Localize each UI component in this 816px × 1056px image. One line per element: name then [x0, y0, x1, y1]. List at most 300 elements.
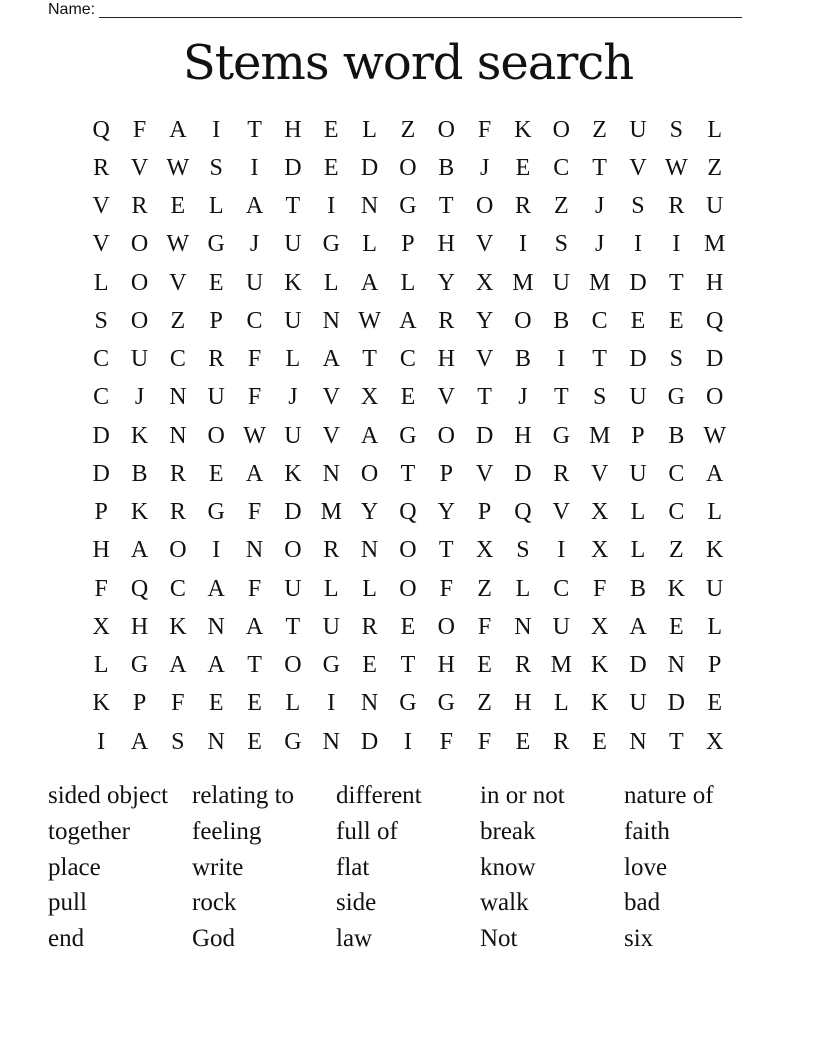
grid-letter: D: [475, 422, 494, 449]
grid-row: [82, 264, 734, 302]
grid-letter: N: [207, 728, 225, 755]
grid-letter: T: [438, 537, 454, 564]
grid-letter: T: [247, 652, 262, 679]
grid-letter: L: [400, 269, 416, 296]
grid-letter: C: [169, 346, 186, 373]
grid-letter: L: [707, 613, 722, 640]
grid-letter: A: [399, 307, 417, 334]
grid-letter: K: [284, 269, 302, 296]
word-list-item: walk: [480, 889, 529, 917]
grid-letter: F: [247, 499, 262, 526]
grid-letter: T: [668, 269, 684, 296]
grid-letter: V: [552, 499, 570, 526]
word-list-item: write: [192, 853, 244, 881]
grid-letter: F: [247, 575, 262, 602]
grid-letter: W: [166, 231, 190, 258]
grid-letter: D: [284, 499, 302, 526]
grid-letter: R: [208, 346, 225, 373]
grid-letter: F: [477, 116, 492, 143]
grid-letter: N: [667, 652, 685, 679]
grid-letter: O: [130, 307, 149, 334]
grid-letter: V: [169, 269, 187, 296]
grid-letter: W: [166, 154, 190, 181]
grid-letter: P: [209, 307, 223, 334]
grid-letter: O: [399, 154, 417, 181]
grid-row: [82, 685, 734, 723]
word-list-item: break: [480, 817, 536, 845]
grid-letter: E: [208, 460, 224, 487]
grid-row: [82, 341, 734, 379]
grid-letter: X: [360, 384, 379, 411]
grid-letter: E: [247, 728, 262, 755]
grid-row: [82, 111, 734, 149]
grid-letter: Y: [437, 269, 455, 296]
grid-letter: U: [207, 384, 225, 411]
grid-row: [82, 494, 734, 532]
grid-letter: L: [93, 269, 109, 296]
grid-letter: G: [130, 652, 149, 679]
grid-row: [82, 302, 734, 340]
grid-letter: I: [633, 231, 642, 258]
grid-letter: N: [207, 613, 225, 640]
name-field: [48, 0, 742, 18]
grid-row: [82, 647, 734, 685]
grid-letter: L: [630, 537, 646, 564]
grid-letter: K: [284, 460, 302, 487]
grid-letter: N: [322, 460, 340, 487]
grid-letter: J: [288, 384, 298, 411]
grid-row: [82, 570, 734, 608]
grid-letter: S: [592, 384, 607, 411]
grid-letter: E: [323, 116, 339, 143]
grid-letter: G: [552, 422, 570, 449]
word-list-item: place: [48, 853, 101, 881]
grid-letter: L: [285, 690, 301, 717]
grid-letter: G: [322, 231, 340, 258]
grid-letter: R: [323, 537, 340, 564]
grid-letter: M: [588, 422, 611, 449]
grid-letter: D: [360, 728, 379, 755]
grid-letter: Z: [477, 690, 492, 717]
grid-letter: F: [592, 575, 607, 602]
grid-letter: Y: [475, 307, 494, 334]
word-list-item: love: [624, 853, 668, 881]
grid-letter: N: [245, 537, 264, 564]
grid-letter: L: [362, 116, 377, 143]
word-list-item: full of: [336, 817, 398, 845]
grid-letter: Y: [360, 499, 379, 526]
grid-letter: A: [706, 460, 724, 487]
grid-letter: H: [706, 269, 724, 296]
grid-letter: O: [284, 652, 302, 679]
grid-letter: T: [592, 346, 607, 373]
grid-letter: T: [592, 154, 607, 181]
grid-letter: R: [169, 460, 186, 487]
letter-grid: [82, 111, 734, 761]
grid-letter: O: [130, 269, 149, 296]
grid-letter: K: [130, 499, 149, 526]
grid-letter: U: [130, 346, 149, 373]
grid-letter: R: [514, 193, 531, 220]
grid-letter: V: [322, 422, 340, 449]
grid-letter: B: [438, 154, 455, 181]
grid-letter: N: [514, 613, 532, 640]
grid-letter: S: [669, 116, 683, 143]
grid-letter: T: [553, 384, 569, 411]
word-list-item: God: [192, 925, 236, 953]
grid-letter: U: [706, 575, 724, 602]
grid-letter: L: [362, 575, 377, 602]
grid-letter: T: [438, 193, 454, 220]
grid-letter: Z: [668, 537, 684, 564]
grid-letter: I: [557, 537, 566, 564]
grid-letter: L: [515, 575, 531, 602]
grid-letter: X: [475, 269, 494, 296]
grid-letter: P: [132, 690, 147, 717]
grid-letter: B: [514, 346, 531, 373]
grid-letter: A: [322, 346, 340, 373]
grid-letter: Z: [170, 307, 186, 334]
grid-letter: K: [590, 652, 609, 679]
word-list-item: rock: [192, 889, 237, 917]
grid-letter: H: [437, 652, 455, 679]
grid-letter: P: [401, 231, 415, 258]
grid-letter: R: [553, 728, 570, 755]
grid-letter: D: [284, 154, 302, 181]
grid-letter: S: [209, 154, 223, 181]
grid-letter: E: [247, 690, 262, 717]
grid-letter: K: [92, 690, 110, 717]
grid-letter: B: [668, 422, 685, 449]
grid-letter: O: [169, 537, 187, 564]
grid-letter: S: [631, 193, 645, 220]
grid-letter: Z: [477, 575, 492, 602]
grid-letter: F: [247, 346, 262, 373]
grid-letter: O: [437, 422, 455, 449]
grid-letter: O: [475, 193, 494, 220]
grid-letter: K: [667, 575, 685, 602]
grid-letter: F: [247, 384, 262, 411]
grid-letter: J: [594, 231, 605, 258]
grid-letter: F: [477, 613, 492, 640]
name-blank-line: [99, 2, 742, 18]
grid-letter: T: [285, 613, 301, 640]
grid-letter: O: [207, 422, 225, 449]
grid-row: [82, 379, 734, 417]
grid-letter: L: [630, 499, 646, 526]
grid-letter: A: [169, 652, 187, 679]
grid-letter: F: [477, 728, 492, 755]
grid-letter: Z: [592, 116, 607, 143]
grid-letter: C: [93, 346, 110, 373]
word-list-item: six: [624, 925, 654, 953]
grid-letter: T: [400, 652, 416, 679]
grid-letter: V: [475, 346, 494, 373]
grid-row: [82, 455, 734, 493]
grid-letter: G: [284, 728, 302, 755]
grid-letter: E: [170, 193, 186, 220]
grid-letter: I: [557, 346, 566, 373]
grid-letter: E: [668, 613, 684, 640]
grid-letter: V: [475, 231, 494, 258]
grid-letter: G: [399, 690, 417, 717]
grid-letter: E: [208, 269, 224, 296]
grid-letter: I: [518, 231, 527, 258]
grid-letter: R: [514, 652, 531, 679]
grid-letter: C: [668, 460, 685, 487]
grid-letter: U: [284, 307, 302, 334]
grid-letter: K: [706, 537, 724, 564]
grid-letter: G: [667, 384, 685, 411]
grid-letter: F: [439, 575, 453, 602]
grid-letter: A: [245, 193, 264, 220]
grid-letter: Q: [399, 499, 417, 526]
grid-letter: V: [590, 460, 609, 487]
grid-letter: L: [707, 499, 722, 526]
grid-letter: O: [437, 116, 455, 143]
grid-letter: C: [93, 384, 110, 411]
grid-letter: U: [245, 269, 264, 296]
grid-letter: U: [629, 460, 647, 487]
grid-letter: I: [212, 537, 221, 564]
grid-letter: W: [358, 307, 381, 334]
grid-letter: I: [212, 116, 221, 143]
grid-letter: U: [284, 422, 302, 449]
grid-letter: E: [400, 384, 416, 411]
grid-letter: E: [668, 307, 684, 334]
grid-letter: U: [284, 575, 302, 602]
grid-row: [82, 532, 734, 570]
grid-letter: C: [399, 346, 416, 373]
grid-letter: D: [92, 422, 110, 449]
grid-letter: G: [322, 652, 340, 679]
grid-row: [82, 149, 734, 187]
grid-letter: E: [323, 154, 339, 181]
grid-letter: G: [207, 499, 225, 526]
grid-letter: A: [207, 575, 225, 602]
grid-letter: V: [130, 154, 149, 181]
grid-letter: U: [629, 690, 647, 717]
grid-letter: T: [362, 346, 377, 373]
grid-letter: S: [516, 537, 530, 564]
grid-letter: U: [552, 613, 570, 640]
grid-letter: A: [360, 422, 379, 449]
word-list-item: sided object: [48, 782, 169, 809]
grid-letter: S: [669, 346, 683, 373]
grid-letter: B: [629, 575, 646, 602]
grid-letter: K: [590, 690, 609, 717]
grid-letter: M: [704, 231, 726, 258]
grid-letter: I: [97, 728, 106, 755]
grid-letter: J: [134, 384, 145, 411]
grid-letter: N: [322, 728, 340, 755]
grid-letter: B: [131, 460, 148, 487]
grid-letter: O: [399, 537, 417, 564]
grid-letter: V: [92, 193, 110, 220]
grid-letter: G: [207, 231, 225, 258]
word-list-item: faith: [624, 817, 670, 845]
grid-letter: Z: [707, 154, 722, 181]
grid-letter: L: [323, 269, 339, 296]
grid-letter: P: [477, 499, 492, 526]
grid-letter: A: [629, 613, 647, 640]
grid-letter: W: [243, 422, 266, 449]
grid-letter: C: [246, 307, 263, 334]
grid-letter: L: [707, 116, 722, 143]
grid-letter: N: [322, 307, 340, 334]
grid-letter: N: [360, 193, 379, 220]
grid-letter: O: [130, 231, 149, 258]
grid-letter: K: [169, 613, 187, 640]
grid-letter: M: [320, 499, 342, 526]
grid-letter: I: [403, 728, 412, 755]
grid-letter: C: [591, 307, 608, 334]
grid-letter: D: [360, 154, 379, 181]
grid-letter: P: [707, 652, 722, 679]
grid-letter: D: [629, 346, 647, 373]
grid-letter: V: [437, 384, 455, 411]
grid-letter: D: [706, 346, 724, 373]
grid-letter: A: [169, 116, 187, 143]
word-list-item: feeling: [192, 817, 262, 845]
grid-letter: T: [668, 728, 684, 755]
grid-letter: O: [284, 537, 302, 564]
grid-letter: F: [94, 575, 108, 602]
grid-letter: R: [169, 499, 186, 526]
grid-letter: P: [94, 499, 108, 526]
grid-letter: H: [437, 231, 455, 258]
grid-letter: H: [284, 116, 302, 143]
grid-letter: X: [590, 537, 609, 564]
grid-letter: X: [590, 499, 609, 526]
grid-letter: D: [514, 460, 532, 487]
grid-letter: S: [171, 728, 185, 755]
grid-letter: Q: [130, 575, 149, 602]
word-list-item: pull: [48, 889, 87, 917]
grid-letter: R: [131, 193, 148, 220]
grid-letter: E: [630, 307, 646, 334]
grid-letter: F: [132, 116, 147, 143]
grid-letter: O: [360, 460, 379, 487]
grid-letter: F: [439, 728, 453, 755]
word-list-item: nature of: [624, 782, 714, 809]
grid-letter: L: [323, 575, 339, 602]
grid-letter: E: [400, 613, 416, 640]
word-list-item: relating to: [192, 782, 295, 809]
grid-letter: J: [249, 231, 260, 258]
grid-letter: N: [360, 537, 379, 564]
grid-letter: Y: [437, 499, 455, 526]
grid-letter: B: [553, 307, 570, 334]
grid-letter: J: [479, 154, 490, 181]
grid-letter: J: [594, 193, 605, 220]
grid-letter: Q: [706, 307, 724, 334]
grid-letter: R: [438, 307, 455, 334]
grid-letter: C: [169, 575, 186, 602]
grid-letter: R: [668, 193, 685, 220]
word-list-item: flat: [336, 853, 370, 881]
grid-letter: M: [550, 652, 572, 679]
grid-letter: C: [668, 499, 685, 526]
grid-letter: C: [553, 154, 570, 181]
word-list-item: different: [336, 782, 422, 809]
word-list: [48, 778, 788, 957]
grid-letter: E: [208, 690, 224, 717]
grid-row: [82, 188, 734, 226]
word-list-item: know: [480, 853, 536, 881]
grid-letter: D: [92, 460, 110, 487]
grid-letter: I: [672, 231, 681, 258]
grid-row: [82, 417, 734, 455]
grid-letter: Q: [514, 499, 532, 526]
grid-letter: N: [169, 384, 187, 411]
grid-letter: A: [245, 460, 264, 487]
word-list-item: bad: [624, 889, 661, 917]
grid-letter: U: [322, 613, 340, 640]
grid-letter: O: [552, 116, 570, 143]
grid-letter: R: [553, 460, 570, 487]
grid-letter: U: [552, 269, 570, 296]
grid-letter: A: [207, 652, 225, 679]
grid-letter: V: [629, 154, 647, 181]
grid-letter: C: [553, 575, 570, 602]
grid-letter: A: [360, 269, 379, 296]
grid-letter: A: [245, 613, 264, 640]
grid-letter: D: [629, 652, 647, 679]
grid-letter: S: [554, 231, 568, 258]
grid-row: [82, 608, 734, 646]
grid-letter: U: [706, 193, 724, 220]
grid-letter: H: [514, 422, 532, 449]
grid-letter: L: [93, 652, 109, 679]
grid-letter: A: [130, 728, 149, 755]
word-list-item: in or not: [480, 782, 565, 809]
grid-letter: D: [667, 690, 685, 717]
grid-letter: H: [437, 346, 455, 373]
grid-letter: R: [361, 613, 378, 640]
grid-letter: T: [247, 116, 262, 143]
grid-letter: E: [362, 652, 377, 679]
name-label: Name:: [48, 1, 96, 18]
word-list-item: together: [48, 817, 130, 845]
grid-letter: I: [250, 154, 259, 181]
grid-letter: R: [93, 154, 110, 181]
grid-letter: E: [515, 728, 531, 755]
grid-letter: Z: [400, 116, 416, 143]
grid-letter: U: [629, 116, 647, 143]
grid-letter: A: [130, 537, 149, 564]
grid-letter: X: [706, 728, 724, 755]
grid-letter: L: [208, 193, 224, 220]
grid-letter: T: [400, 460, 416, 487]
word-list-item: law: [336, 925, 373, 953]
grid-letter: D: [629, 269, 647, 296]
grid-letter: X: [475, 537, 494, 564]
page-title: Stems word search: [182, 35, 634, 91]
grid-letter: W: [703, 422, 726, 449]
grid-letter: S: [94, 307, 108, 334]
grid-letter: P: [439, 460, 453, 487]
grid-letter: G: [399, 193, 417, 220]
grid-letter: G: [399, 422, 417, 449]
grid-letter: Z: [553, 193, 569, 220]
grid-letter: N: [360, 690, 379, 717]
grid-letter: I: [327, 193, 336, 220]
grid-letter: L: [553, 690, 569, 717]
grid-letter: X: [92, 613, 110, 640]
grid-letter: K: [514, 116, 532, 143]
grid-letter: P: [631, 422, 645, 449]
